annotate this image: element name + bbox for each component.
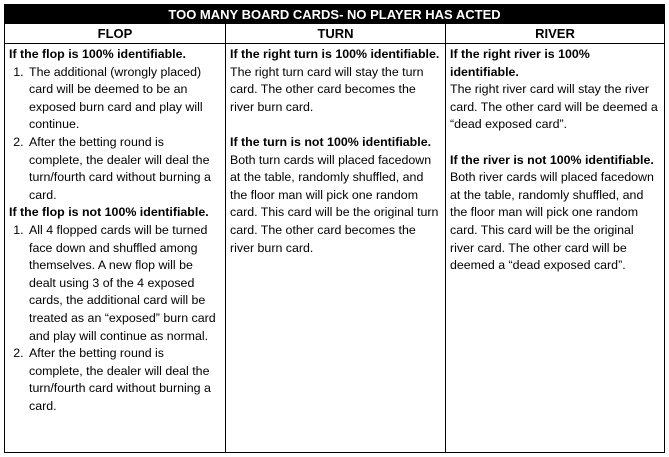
turn-not-identifiable-heading: If the turn is not 100% identifiable. [230,134,432,149]
river-not-identifiable-text: Both river cards will placed facedown at the table, randomly shuffled, and the floor man will pick one random card. This card will be the original river card. The other card will be deemed a “dead exposed card”. [450,170,654,273]
flop-identifiable-heading: If the flop is 100% identifiable. [9,47,186,61]
turn-identifiable-text: The right turn card will stay the turn card. The other card becomes the river burn card. [230,64,424,114]
header-flop: FLOP [5,24,226,43]
header-turn: TURN [226,24,446,43]
list-item: 2. After the betting round is complete, the dealer will deal the turn/fourth card without burning a card. [27,345,221,415]
river-identifiable-text: The right river card will stay the river card. The other card will be deemed a “dead exposed card”. [450,82,658,132]
river-not-identifiable-heading: If the river is not 100% identifiable. [450,152,654,167]
river-identifiable-heading: If the right river is 100% identifiable. [450,47,590,79]
table-body [5,44,664,453]
turn-cell [226,44,446,453]
flop-not-identifiable-heading: If the flop is not 100% identifiable. [9,205,209,220]
table-title: TOO MANY BOARD CARDS- NO PLAYER HAS ACTED [5,5,664,24]
list-item: 1. The additional (wrongly placed) card will be deemed to be an exposed burn card and play will continue. [27,64,221,134]
flop-identifiable-list [9,64,221,205]
flop-not-identifiable-list [9,222,221,416]
list-item: 2. After the betting round is complete, the dealer will deal the turn/fourth card without burning a card. [27,134,221,204]
river-cell [446,44,664,453]
flop-cell [5,44,226,453]
turn-identifiable-heading: If the right turn is 100% identifiable. [230,47,440,61]
turn-not-identifiable-text: Both turn cards will placed facedown at the table, randomly shuffled, and the floor man will pick one random card. This card will be the original turn card. The other card becomes the river burn card. [230,152,439,255]
list-item: 1. All 4 flopped cards will be turned face down and shuffled among themselves. A new flop will be dealt using 3 of the 4 exposed cards, the additional card will be treated as an “exposed” burn card and play will continue as normal. [27,222,221,345]
spacer [450,134,660,152]
rules-table [4,4,665,453]
spacer [230,116,441,134]
header-river: RIVER [535,26,575,41]
column-headers [5,24,664,44]
